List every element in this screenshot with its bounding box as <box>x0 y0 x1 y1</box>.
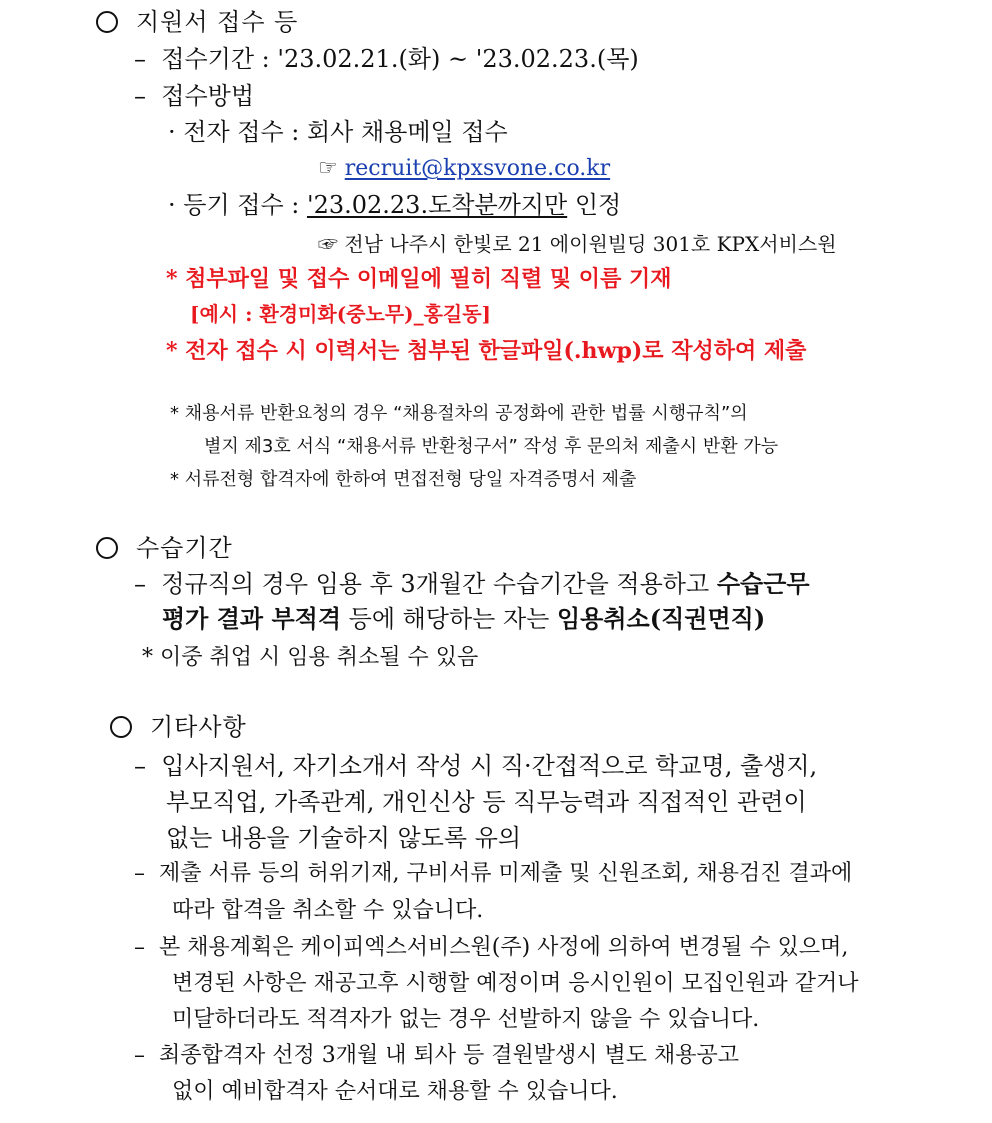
misc-item-1-line-2: 부모직업, 가족관계, 개인신상 등 직무능력과 직접적인 관련이 <box>166 788 807 816</box>
note-certificate: * 서류전형 합격자에 한하여 면접전형 당일 자격증명서 제출 <box>170 469 637 490</box>
misc-item-3-line-1: – 본 채용계획은 케이피엑스서비스원(주) 사정에 의하여 변경될 수 있으며, <box>134 935 849 960</box>
red-note-hwp: * 전자 접수 시 이력서는 첨부된 한글파일(.hwp)로 작성하여 제출 <box>166 338 807 364</box>
recruit-email-link[interactable]: recruit@kpxsvone.co.kr <box>344 156 611 181</box>
method-line: – 접수방법 <box>134 82 255 110</box>
section-heading-application: 지원서 접수 등 <box>96 8 298 37</box>
misc-item-2-line-2: 따라 합격을 취소할 수 있습니다. <box>172 898 484 923</box>
probation-line-1: – 정규직의 경우 임용 후 3개월간 수습기간을 적용하고 수습근무 <box>134 569 810 598</box>
red-note-example: [예시 : 환경미화(중노무)_홍길동] <box>190 302 491 326</box>
misc-item-4-line-2: 없이 예비합격자 순서대로 채용할 수 있습니다. <box>172 1079 618 1104</box>
misc-item-4-line-1: – 최종합격자 선정 3개월 내 퇴사 등 결원발생시 별도 채용공고 <box>134 1043 739 1068</box>
misc-item-3-line-2: 변경된 사항은 재공고후 시행할 예정이며 응시인원이 모집인원과 같거나 <box>172 971 859 996</box>
section-heading-misc: 기타사항 <box>110 713 247 742</box>
note-document-return-2: 별지 제3호 서식 “채용서류 반환청구서” 작성 후 문의처 제출시 반환 가능 <box>204 436 779 457</box>
misc-item-1-line-1: – 입사지원서, 자기소개서 작성 시 직·간접적으로 학교명, 출생지, <box>134 752 818 780</box>
misc-item-1-line-3: 없는 내용을 기술하지 않도록 유의 <box>166 824 522 852</box>
pointing-hand-icon: ☞ <box>318 232 338 256</box>
address-line: ☞ 전남 나주시 한빛로 21 에이원빌딩 301호 KPX서비스원 <box>318 232 837 256</box>
misc-item-3-line-3: 미달하더라도 적격자가 없는 경우 선발하지 않을 수 있습니다. <box>172 1007 760 1032</box>
pointing-hand-icon: ☞ <box>318 156 338 181</box>
note-document-return-1: * 채용서류 반환요청의 경우 “채용절차의 공정화에 관한 법률 시행규칙”의 <box>170 403 748 424</box>
circle-bullet-icon <box>96 11 118 33</box>
probation-note: * 이중 취업 시 임용 취소될 수 있음 <box>142 645 479 670</box>
mail-deadline: '23.02.23.도착분까지만 <box>306 191 568 219</box>
circle-bullet-icon <box>96 537 118 559</box>
section-heading-probation: 수습기간 <box>96 534 233 563</box>
mail-submission-line: · 등기 접수 : '23.02.23.도착분까지만 인정 <box>168 191 622 219</box>
red-note-attachment: * 첨부파일 및 접수 이메일에 필히 직렬 및 이름 기재 <box>166 266 672 292</box>
probation-line-2: 평가 결과 부적격 등에 해당하는 자는 임용취소(직권면직) <box>162 604 766 633</box>
email-line <box>318 156 610 182</box>
circle-bullet-icon <box>110 716 132 738</box>
electronic-submission-line: · 전자 접수 : 회사 채용메일 접수 <box>168 118 508 146</box>
misc-item-2-line-1: – 제출 서류 등의 허위기재, 구비서류 미제출 및 신원조회, 채용검진 결과에 <box>134 861 853 886</box>
period-line: – 접수기간 : '23.02.21.(화) ~ '23.02.23.(목) <box>134 45 639 73</box>
